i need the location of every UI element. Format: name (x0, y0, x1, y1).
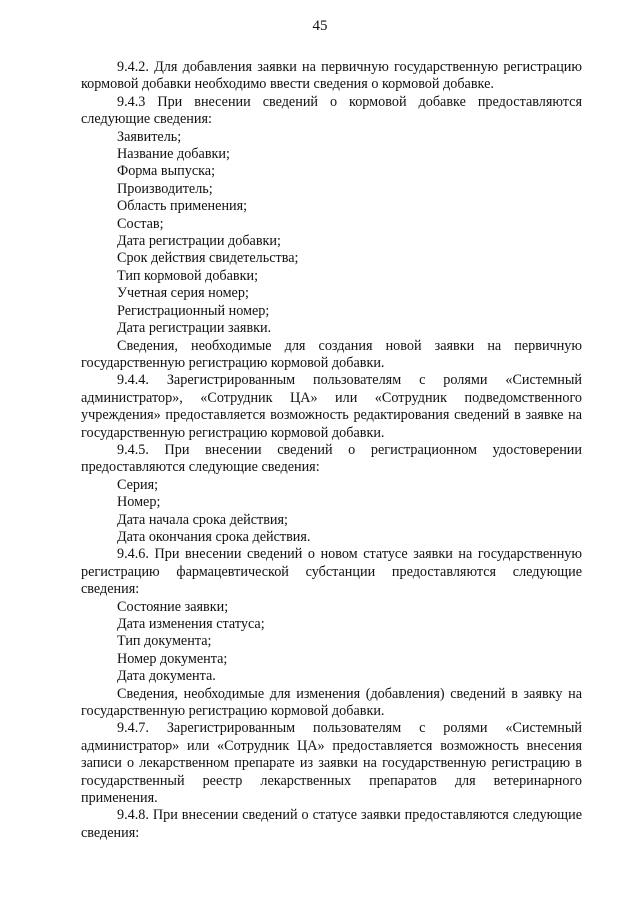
list-item: Производитель; (117, 180, 213, 197)
paragraph-9-4-4: 9.4.4. Зарегистрированным пользователям с ролями «Системный администратор», «Сотрудник ЦА» или «Сотрудник подведомственного учреждения» предоставляется возможность редактирования сведений в заявке на государственную регистрацию кормовой добавки. (81, 372, 582, 441)
paragraph-9-4-8: 9.4.8. При внесении сведений о статусе заявки предоставляются следующие сведения: (81, 807, 582, 841)
list-item: Срок действия свидетельства; (117, 250, 299, 267)
list-item: Состояние заявки; (117, 598, 229, 615)
paragraph-9-4-3: 9.4.3 При внесении сведений о кормовой добавке предоставляются следующие сведения: (81, 93, 582, 128)
paragraph-summary-create: Сведения, необходимые для создания новой заявки на первичную государственную регистрацию кормовой добавки. (81, 337, 582, 371)
list-item: Состав; (117, 215, 164, 232)
list-item: Название добавки; (117, 146, 230, 163)
list-item: Дата регистрации заявки. (117, 320, 272, 337)
paragraph-9-4-2: 9.4.2. Для добавления заявки на первичную государственную регистрацию кормовой добавки необходимо ввести сведения о кормовой добавке. (81, 59, 582, 93)
list-item: Дата документа. (117, 668, 216, 685)
list-item: Заявитель; (117, 128, 182, 145)
list-item: Номер; (117, 494, 161, 511)
paragraph-9-4-6: 9.4.6. При внесении сведений о новом статусе заявки на государственную регистрацию фармацевтической субстанции предоставляются следующие сведения: (81, 546, 582, 598)
page-number: 45 (312, 18, 328, 34)
paragraph-9-4-5: 9.4.5. При внесении сведений о регистрационном удостоверении предоставляются следующие сведения: (81, 441, 582, 476)
list-item: Тип кормовой добавки; (117, 267, 259, 284)
list-item: Область применения; (117, 198, 248, 215)
paragraph-summary-change: Сведения, необходимые для изменения (добавления) сведений в заявку на государственную регистрацию кормовой добавки. (81, 685, 582, 720)
list-item: Дата окончания срока действия. (117, 528, 311, 545)
list-item: Дата регистрации добавки; (117, 233, 281, 250)
document-body (81, 59, 582, 842)
list-item: Дата изменения статуса; (117, 616, 265, 632)
paragraph-9-4-7: 9.4.7. Зарегистрированным пользователям с ролями «Системный администратор» или «Сотрудник ЦА» предоставляется возможность внесения записи о лекарственном препарате из заявки на государственную регистрацию в государственный реестр лекарственных препаратов для ветеринарного применения. (81, 720, 582, 807)
list-item: Форма выпуска; (117, 163, 216, 180)
list-item: Номер документа; (117, 650, 228, 667)
list-item: Дата начала срока действия; (117, 511, 288, 528)
list-item: Тип документа; (117, 633, 212, 650)
list-item: Учетная серия номер; (117, 285, 249, 302)
list-item: Регистрационный номер; (117, 302, 270, 319)
list-item: Серия; (117, 476, 159, 493)
